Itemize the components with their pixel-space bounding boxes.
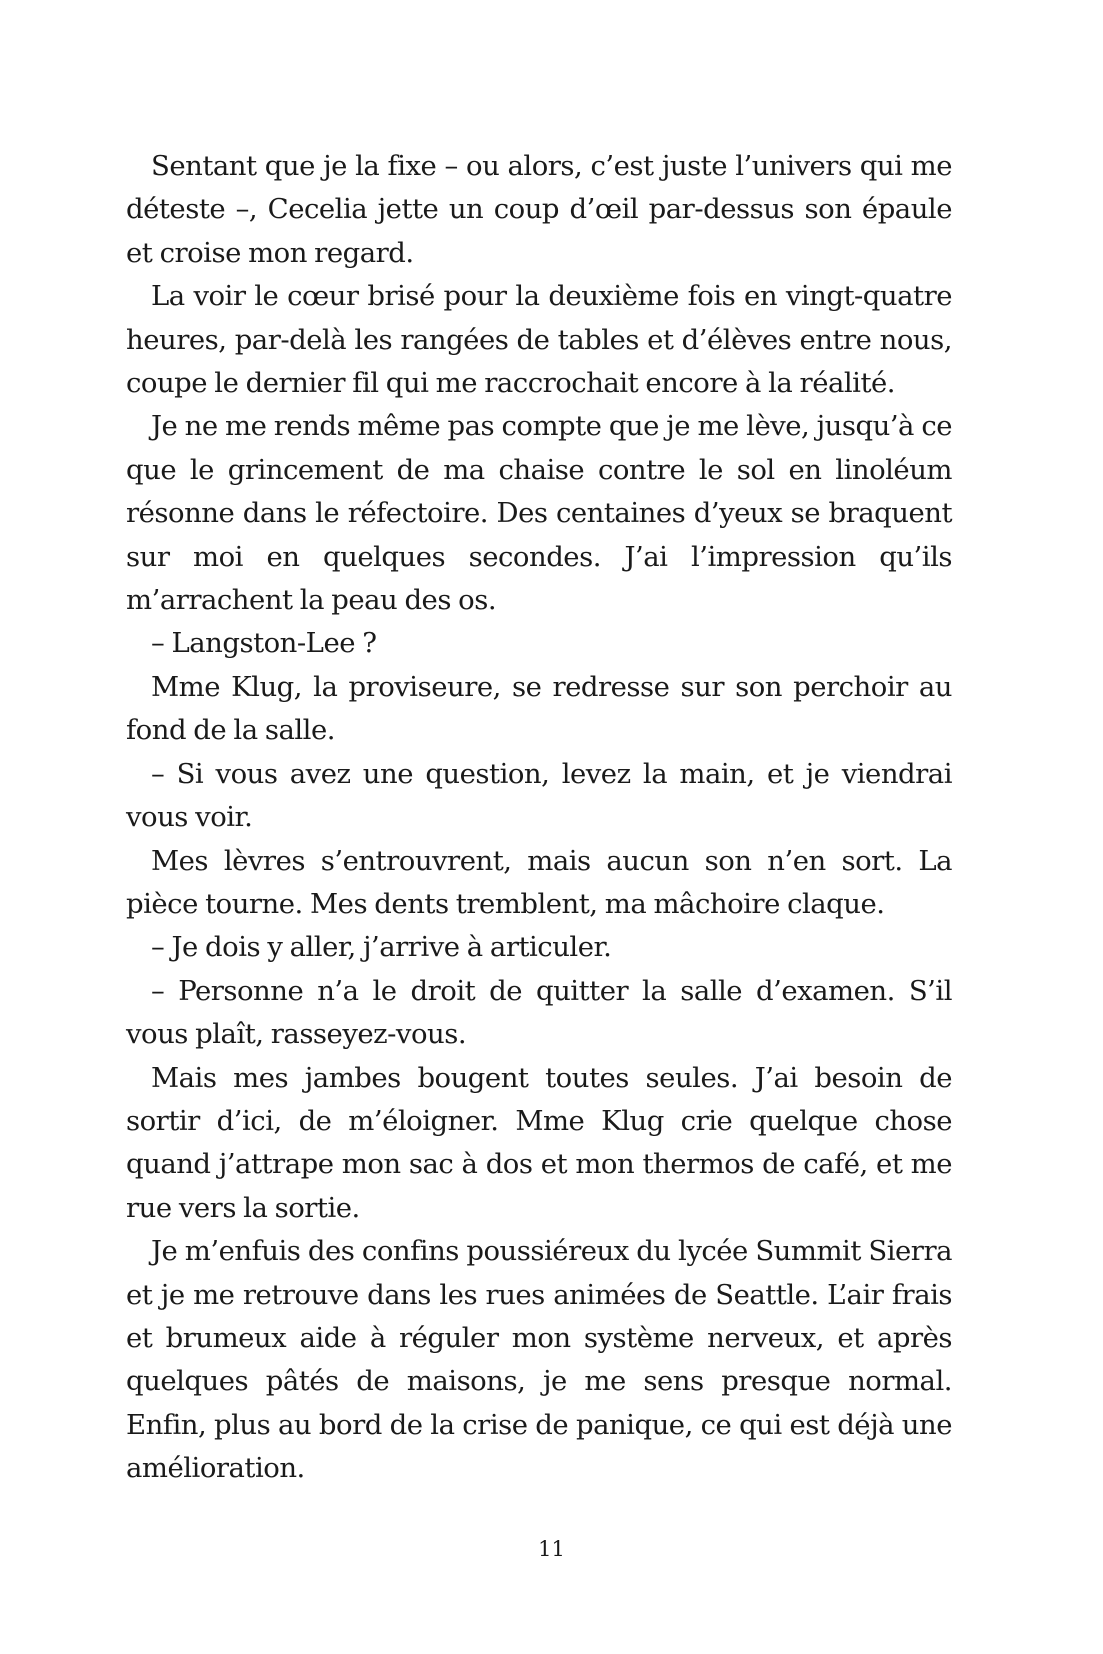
paragraph-dialogue: – Langston-Lee ? [151, 627, 377, 660]
body-text [126, 145, 952, 1491]
paragraph: Je ne me rends même pas compte que je me lève, jusqu’à ce que le grincement de ma chaise contre le sol en linoléum résonne dans le réfectoire. Des centaines d’yeux se braquent sur moi en quelques secondes. J’ai l’impression qu’ils m’arrachent la peau des os. [126, 410, 952, 617]
paragraph: Mais mes jambes bougent toutes seules. J’ai besoin de sortir d’ici, de m’éloigner. Mme Klug crie quelque chose quand j’attrape mon sac à dos et mon thermos de café, et me rue vers la sortie. [126, 1061, 952, 1224]
paragraph: Mme Klug, la proviseure, se redresse sur son perchoir au fond de la salle. [126, 670, 952, 747]
paragraph: Mes lèvres s’entrouvrent, mais aucun son n’en sort. La pièce tourne. Mes dents tremblent, ma mâchoire claque. [126, 844, 952, 920]
paragraph-dialogue: – Personne n’a le droit de quitter la salle d’examen. S’il vous plaît, rasseyez-vous. [126, 974, 952, 1051]
paragraph-dialogue: – Je dois y aller, j’arrive à articuler. [151, 931, 612, 964]
paragraph: Je m’enfuis des confins poussiéreux du lycée Summit Sierra et je me retrouve dans les rues animées de Seattle. L’air frais et brumeux aide à réguler mon système nerveux, et après quelques pâtés de maisons, je me sens presque normal. Enfin, plus au bord de la crise de panique, ce qui est déjà une amélioration. [126, 1235, 952, 1485]
paragraph: Sentant que je la fixe – ou alors, c’est juste l’univers qui me déteste –, Cecelia jette un coup d’œil par-dessus son épaule et croise mon regard. [126, 150, 952, 269]
paragraph: La voir le cœur brisé pour la deuxième fois en vingt-quatre heures, par-delà les rangées de tables et d’élèves entre nous, coupe le dernier fil qui me raccrochait encore à la réalité. [126, 280, 952, 400]
paragraph-dialogue: – Si vous avez une question, levez la main, et je viendrai vous voir. [126, 757, 952, 834]
page-number: 11 [538, 1537, 565, 1561]
